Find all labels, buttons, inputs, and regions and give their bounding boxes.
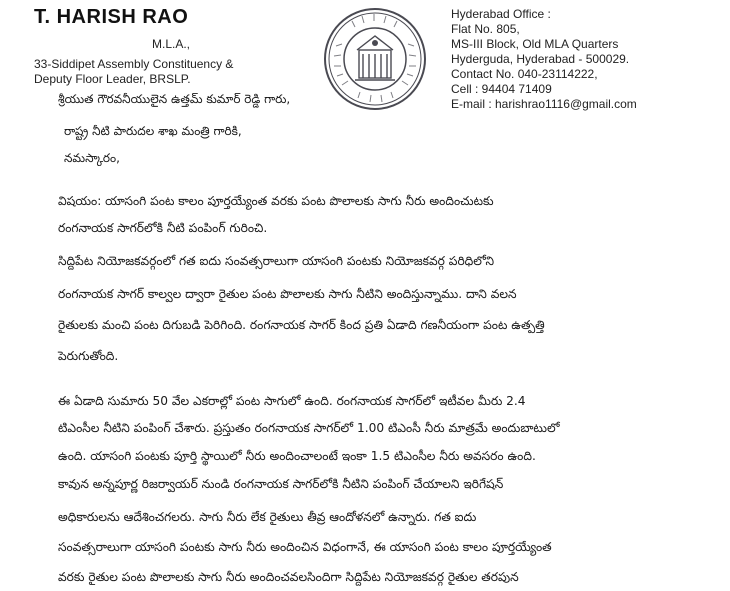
body-line: కావున అన్నపూర్ణ రిజర్వాయర్ నుండి రంగనాయక సాగర్‌లోకి నీటిని పంపింగ్ చేయాలని ఇరిగేషన్ <box>58 477 504 491</box>
body-line: రంగనాయక సాగర్ కాల్వల ద్వారా రైతుల పంట పొలాలకు సాగు నీటిని అందిస్తున్నాము. దాని వలన <box>58 287 517 301</box>
body-line: ఉంది. యాసంగి పంటకు పూర్తి స్థాయిలో నీరు అందించాలంటే ఇంకా 1.5 టిఎంసీల నీరు అవసరం ఉంది. <box>58 449 536 463</box>
office-line: Contact No. 040-23114222, <box>451 67 598 81</box>
assembly-seal-icon <box>322 6 428 112</box>
addressee-line: రాష్ట్ర నీటి పారుదల శాఖ మంత్రి గారికి, <box>64 124 242 138</box>
body-line: రైతులకు మంచి పంట దిగుబడి పెరిగింది. రంగనాయక సాగర్ కింద ప్రతి ఏడాది గణనీయంగా పంట ఉత్పత్తి <box>58 318 545 332</box>
body-line: సంవత్సరాలుగా యాసంగి పంటకు సాగు నీరు అందించిన విధంగానే, ఈ యాసంగి పంట కాలం పూర్తయ్యేంత <box>58 540 552 554</box>
office-line: MS-III Block, Old MLA Quarters <box>451 37 619 51</box>
office-email: E-mail : harishrao1116@gmail.com <box>451 97 637 111</box>
subject-line: రంగనాయక సాగర్‌లోకి నీటి పంపింగ్ గురించి. <box>58 221 268 235</box>
body-line: వరకు రైతుల పంట పొలాలకు సాగు నీరు అందించవలసిందిగా సిద్దిపేట నియోజకవర్గ రైతుల తరపున <box>58 570 519 584</box>
sender-designation: M.L.A., <box>152 37 191 51</box>
body-line: టిఎంసీల నీటిని పంపింగ్ చేశారు. ప్రస్తుతం రంగనాయక సాగర్‌లో 1.00 టిఎంసీ నీరు మాత్రమే అందుబాటులో <box>58 421 560 435</box>
constituency-line: 33-Siddipet Assembly Constituency & <box>34 57 234 71</box>
body-line: పెరుగుతోంది. <box>58 349 119 363</box>
office-line: Hyderguda, Hyderabad - 500029. <box>451 52 630 66</box>
office-line: Flat No. 805, <box>451 22 520 36</box>
body-line: అధికారులను ఆదేశించగలరు. సాగు నీరు లేక రైతులు తీవ్ర ఆందోళనలో ఉన్నారు. గత ఐదు <box>58 510 477 524</box>
sender-constituency <box>34 57 274 87</box>
body-line: ఈ ఏడాది సుమారు 50 వేల ఎకరాల్లో పంట సాగులో ఉంది. రంగనాయక సాగర్‌లో ఇటీవల మీరు 2.4 <box>58 394 526 408</box>
sender-name: T. HARISH RAO <box>34 6 189 28</box>
subject-line: విషయం: యాసంగి పంట కాలం పూర్తయ్యేంత వరకు పంట పొలాలకు సాగు నీరు అందించుటకు <box>58 194 494 208</box>
office-title: Hyderabad Office : <box>451 7 551 21</box>
body-line: సిద్దిపేట నియోజకవర్గంలో గత ఐదు సంవత్సరాలుగా యాసంగి పంటకు నియోజకవర్గ పరిధిలోని <box>58 254 495 268</box>
office-line: Cell : 94404 71409 <box>451 82 552 96</box>
office-address <box>451 7 727 112</box>
constituency-line: Deputy Floor Leader, BRSLP. <box>34 72 191 86</box>
greeting-line: నమస్కారం, <box>64 151 120 165</box>
addressee-line: శ్రీయుత గౌరవనీయులైన ఉత్తమ్ కుమార్ రెడ్డి గారు, <box>58 92 291 106</box>
